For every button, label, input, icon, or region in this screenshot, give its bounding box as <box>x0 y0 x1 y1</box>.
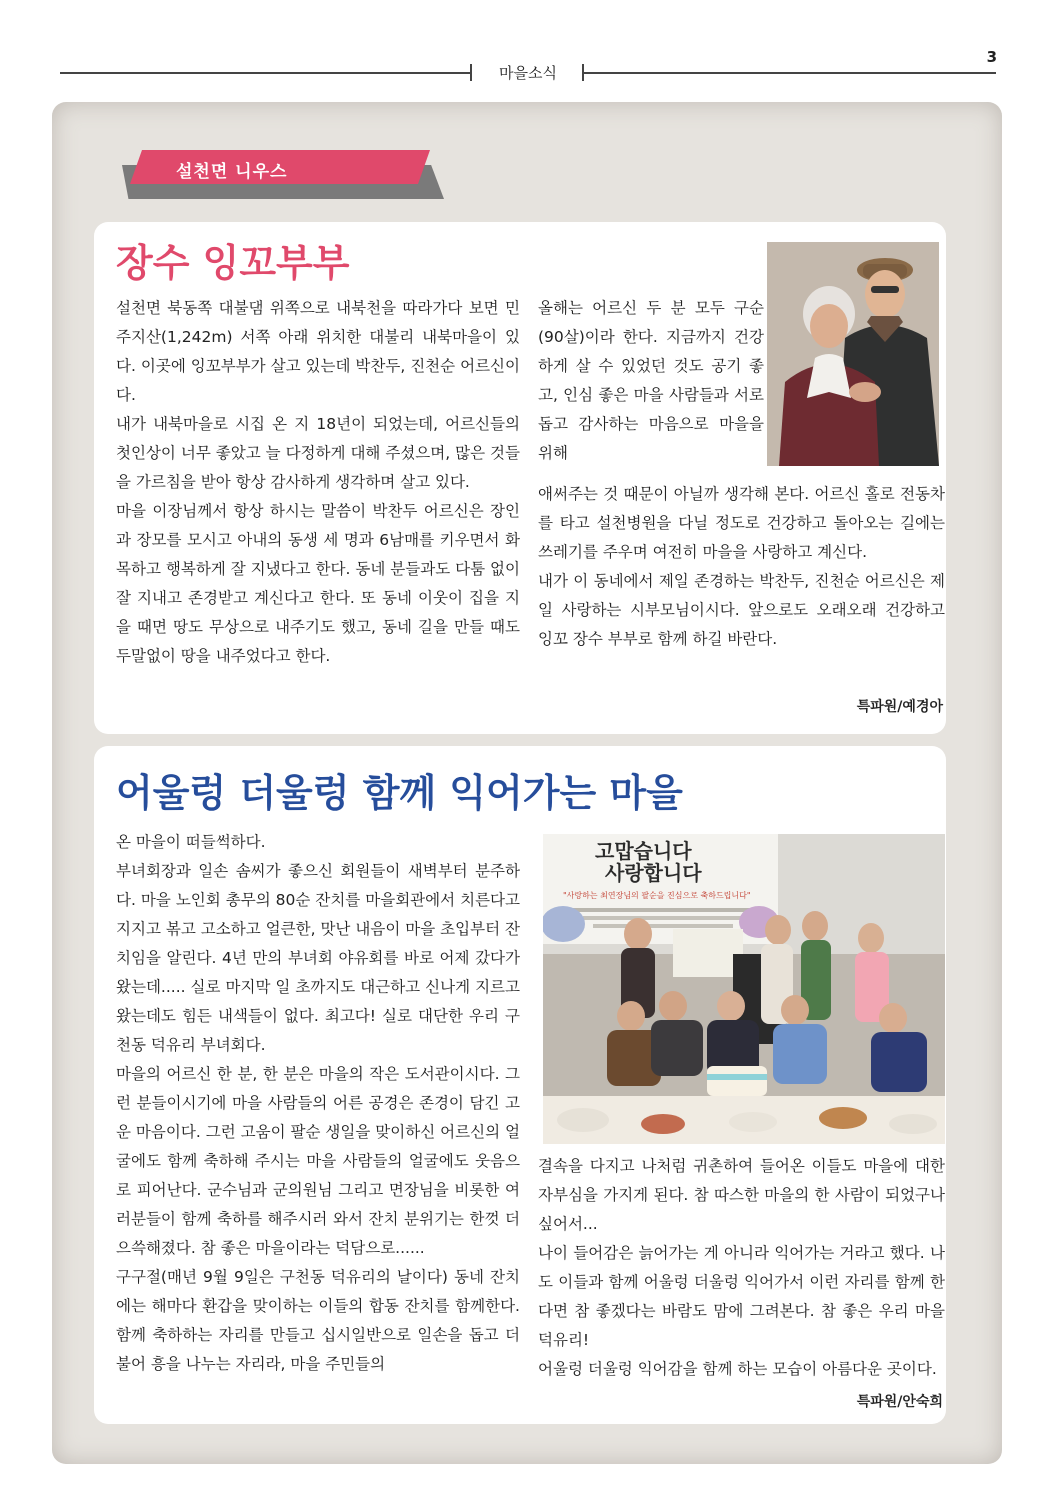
article1-byline: 특파원/예경아 <box>856 699 943 715</box>
section-title: 마을소식 <box>499 64 557 82</box>
header-rule-right <box>584 72 996 74</box>
article2-byline: 특파원/안숙희 <box>856 1394 943 1410</box>
article2-title: 어울렁 더울렁 함께 익어가는 마을 <box>116 771 683 815</box>
article2-body-right: 결속을 다지고 나처럼 귀촌하여 들어온 이들도 마을에 대한 자부심을 가지게 된다. 참 따스한 마을의 한 사람이 되었구나 싶어서... 나이 들어감은 늙어가는 게 아니라 익어가는 거라고 했다. 나도 이들과 함께 어울렁 더울렁 익어가서 이런 자리를 함께 한다면 참 좋겠다는 바람도 맘에 그려본다. 참 좋은 우리 마을 덕유리! 어울렁 더울렁 익어감을 함께 하는 모습이 아름다운 곳이다. <box>538 1157 945 1378</box>
article1-title: 장수 잉꼬부부 <box>116 241 350 285</box>
article1-body-right-bottom: 애써주는 것 때문이 아닐까 생각해 본다. 어르신 홀로 전동차를 타고 설천병원을 다닐 정도로 건강하고 돌아오는 길에는 쓰레기를 주우며 여전히 마을을 사랑하고 계신다. 내가 이 동네에서 제일 존경하는 박찬두, 진천순 어르신은 제일 사랑하는 시부모님이시다. 앞으로도 오래오래 건강하고 잉꼬 장수 부부로 함께 하길 바란다. <box>538 485 945 648</box>
header-tick-left <box>470 64 472 81</box>
page-number: 3 <box>986 48 997 66</box>
header-rule-left <box>60 72 470 74</box>
article1-body-right-top: 올해는 어르신 두 분 모두 구순(90살)이라 한다. 지금까지 건강하게 살 수 있었던 것도 공기 좋고, 인심 좋은 마을 사람들과 서로 돕고 감사하는 마음으로 마을을 위해 <box>538 299 764 462</box>
article2-body-left: 온 마을이 떠들썩하다. 부녀회장과 일손 솜씨가 좋으신 회원들이 새벽부터 분주하다. 마을 노인회 총무의 80순 잔치를 마을회관에서 치른다고 지지고 볶고 고소하고 얼큰한, 맛난 내음이 마을 초입부터 잔치임을 알린다. 4년 만의 부녀회 야유회를 바로 어제 갔다가 왔는데..... 실로 마지막 일 초까지도 대근하고 신나게 지르고 왔는데도 힘든 내색들이 없다. 최고다! 실로 대단한 우리 구천동 덕유리 부녀회다. 마을의 어르신 한 분, 한 분은 마을의 작은 도서관이시다. 그런 분들이시기에 마을 사람들의 어른 공경은 존경이 담긴 고운 마음이다. 그런 고움이 팔순 생일을 맞이하신 어르신의 얼굴에도 함께 축하해 주시는 마을 사람들의 얼굴에도 웃음으로 피어난다. 군수님과 군의원님 그리고 면장님을 비롯한 여러분들이 함께 축하를 해주시러 와서 잔치 분위기는 한껏 더 으쓱해졌다. 참 좋은 마을이라는 덕담으로...... 구구절(매년 9월 9일은 구천동 덕유리의 날이다) 동네 잔치에는 해마다 환갑을 맞이하는 이들의 합동 잔치를 함께한다. 함께 축하하는 자리를 만들고 십시일반으로 일손을 돕고 더불어 흥을 나누는 자리라, 마을 주민들의 <box>116 833 520 1373</box>
couple-photo <box>767 242 939 466</box>
section-ribbon-label: 설천면 니우스 <box>176 162 288 182</box>
banner-line1: 고맙습니다 <box>595 839 692 863</box>
article1-body-left: 설천면 북동쪽 대불댐 위쪽으로 내북천을 따라가다 보면 민주지산(1,242m) 서쪽 아래 위치한 대불리 내북마을이 있다. 이곳에 잉꼬부부가 살고 있는데 박찬두, 진천순 어르신이다. 내가 내북마을로 시집 온 지 18년이 되었는데, 어르신들의 첫인상이 너무 좋았고 늘 다정하게 대해 주셨으며, 많은 것들을 가르침을 받아 항상 감사하게 생각하며 살고 있다. 마을 이장님께서 항상 하시는 말씀이 박찬두 어르신은 장인과 장모를 모시고 아내의 동생 세 명과 6남매를 키우면서 화목하고 행복하게 잘 지냈다고 한다. 동네 분들과도 다툼 없이 잘 지내고 존경받고 계신다고 한다. 또 동네 이웃이 집을 지을 때면 땅도 무상으로 내주기도 했고, 동네 길을 만들 때도 두말없이 땅을 내주었다고 한다. <box>116 299 520 665</box>
party-photo <box>543 834 945 1144</box>
banner-line2: 사랑합니다 <box>605 861 702 885</box>
banner-line3: "사랑하는 최연장님의 팔순을 진심으로 축하드립니다" <box>563 891 751 900</box>
